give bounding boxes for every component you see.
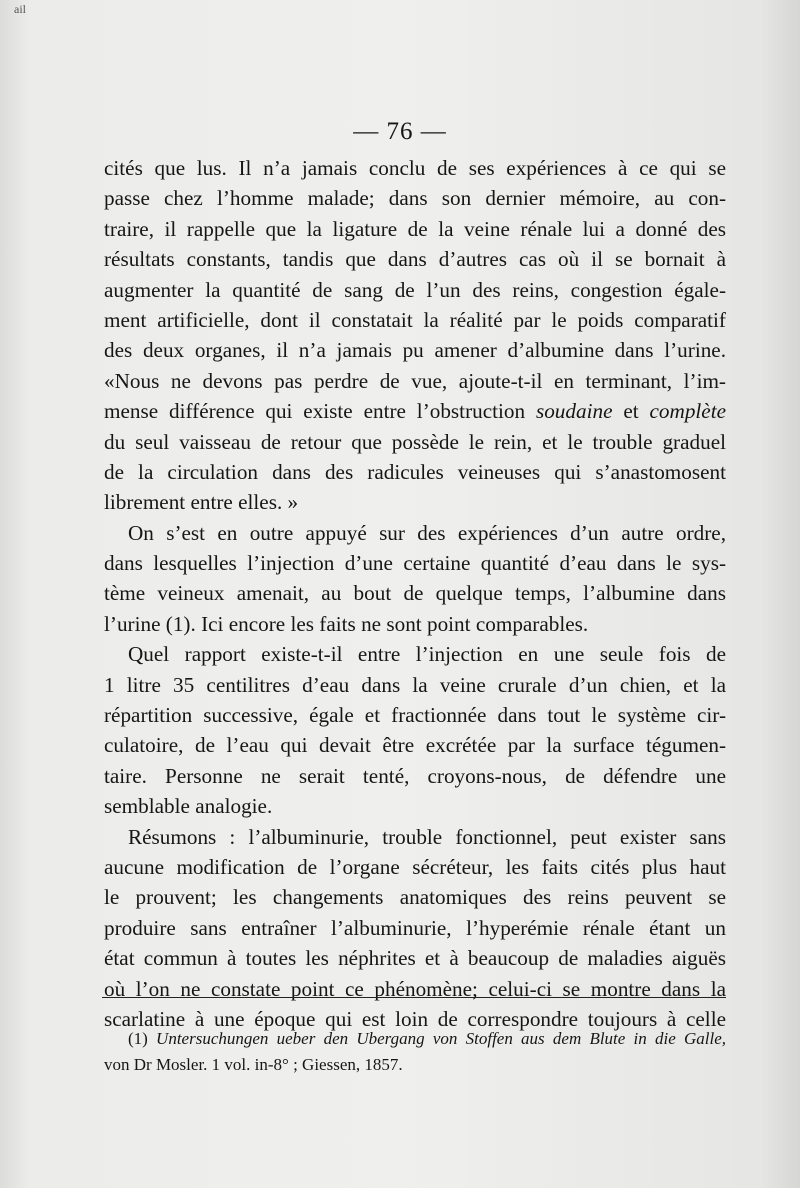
text-line: librement entre elles. » [104, 490, 299, 515]
text-line: augmenter la quantité de sang de l’un des reins, congestion égale- [104, 277, 726, 302]
footnote-marker: (1) [128, 1029, 157, 1048]
italic-word: complète [649, 399, 727, 424]
text-line: de la circulation dans des radicules veineuses qui s’anastomosent [104, 459, 726, 484]
text-line: passe chez l’homme malade; dans son dernier mémoire, au con- [104, 186, 726, 211]
body-text [104, 153, 726, 1034]
footnote-rule [102, 997, 726, 998]
text-run: et [612, 399, 650, 424]
text-line: «Nous ne devons pas perdre de vue, ajoute-t-il en terminant, l’im- [104, 368, 726, 393]
footnote-line [104, 1026, 726, 1052]
text-line-with-italics [104, 396, 726, 426]
text-line: tème veineux amenait, au bout de quelque temps, l’albumine dans [104, 581, 726, 606]
text-line: ment artificielle, dont il constatait la réalité par le poids comparatif [104, 307, 726, 332]
text-line: Quel rapport existe-t-il entre l’injection en une seule fois de [128, 642, 726, 667]
text-line: On s’est en outre appuyé sur des expériences d’un autre ordre, [128, 520, 726, 545]
text-line: culatoire, de l’eau qui devait être excrétée par la surface tégumen- [104, 733, 726, 758]
text-line: taire. Personne ne serait tenté, croyons-nous, de défendre une [104, 763, 726, 788]
text-line: Résumons : l’albuminurie, trouble fonctionnel, peut exister sans [128, 824, 726, 849]
footnote-line: von Dr Mosler. 1 vol. in-8° ; Giessen, 1857. [104, 1055, 403, 1074]
text-run: mense différence qui existe entre l’obstruction [104, 399, 536, 424]
page-number: — 76 — [353, 118, 447, 145]
text-line: produire sans entraîner l’albuminurie, l’hyperémie rénale étant un [104, 915, 726, 940]
text-line: le prouvent; les changements anatomiques des reins peuvent se [104, 885, 726, 910]
text-line: traire, il rappelle que la ligature de la veine rénale lui a donné des [104, 216, 726, 241]
text-line: semblable analogie. [104, 794, 273, 819]
text-line: des deux organes, il n’a jamais pu amener d’albumine dans l’urine. [104, 338, 726, 363]
corner-mark: ail [14, 2, 26, 16]
text-line: résultats constants, tandis que dans d’autres cas où il se bornait à [104, 247, 726, 272]
footnote-title: Untersuchungen ueber den Ubergang von Stoffen aus dem Blute in die Galle, [156, 1029, 726, 1048]
italic-word: soudaine [535, 399, 613, 424]
text-line: 1 litre 35 centilitres d’eau dans la veine crurale d’un chien, et la [104, 672, 726, 697]
text-line: du seul vaisseau de retour que possède le rein, et le trouble graduel [104, 429, 726, 454]
text-line: scarlatine à une époque qui est loin de correspondre toujours à celle [104, 1006, 726, 1031]
text-line: cités que lus. Il n’a jamais conclu de ses expériences à ce qui se [104, 156, 726, 180]
text-line: l’urine (1). Ici encore les faits ne sont point comparables. [104, 611, 589, 636]
footnote [104, 1026, 726, 1078]
text-line: état commun à toutes les néphrites et à beaucoup de maladies aiguës [104, 946, 726, 971]
text-line: dans lesquelles l’injection d’une certaine quantité d’eau dans le sys- [104, 551, 726, 576]
text-line: aucune modification de l’organe sécréteur, les faits cités plus haut [104, 854, 726, 879]
text-line: où l’on ne constate point ce phénomène; celui-ci se montre dans la [104, 976, 726, 1001]
text-line: répartition successive, égale et fractionnée dans tout le système cir- [104, 703, 726, 728]
